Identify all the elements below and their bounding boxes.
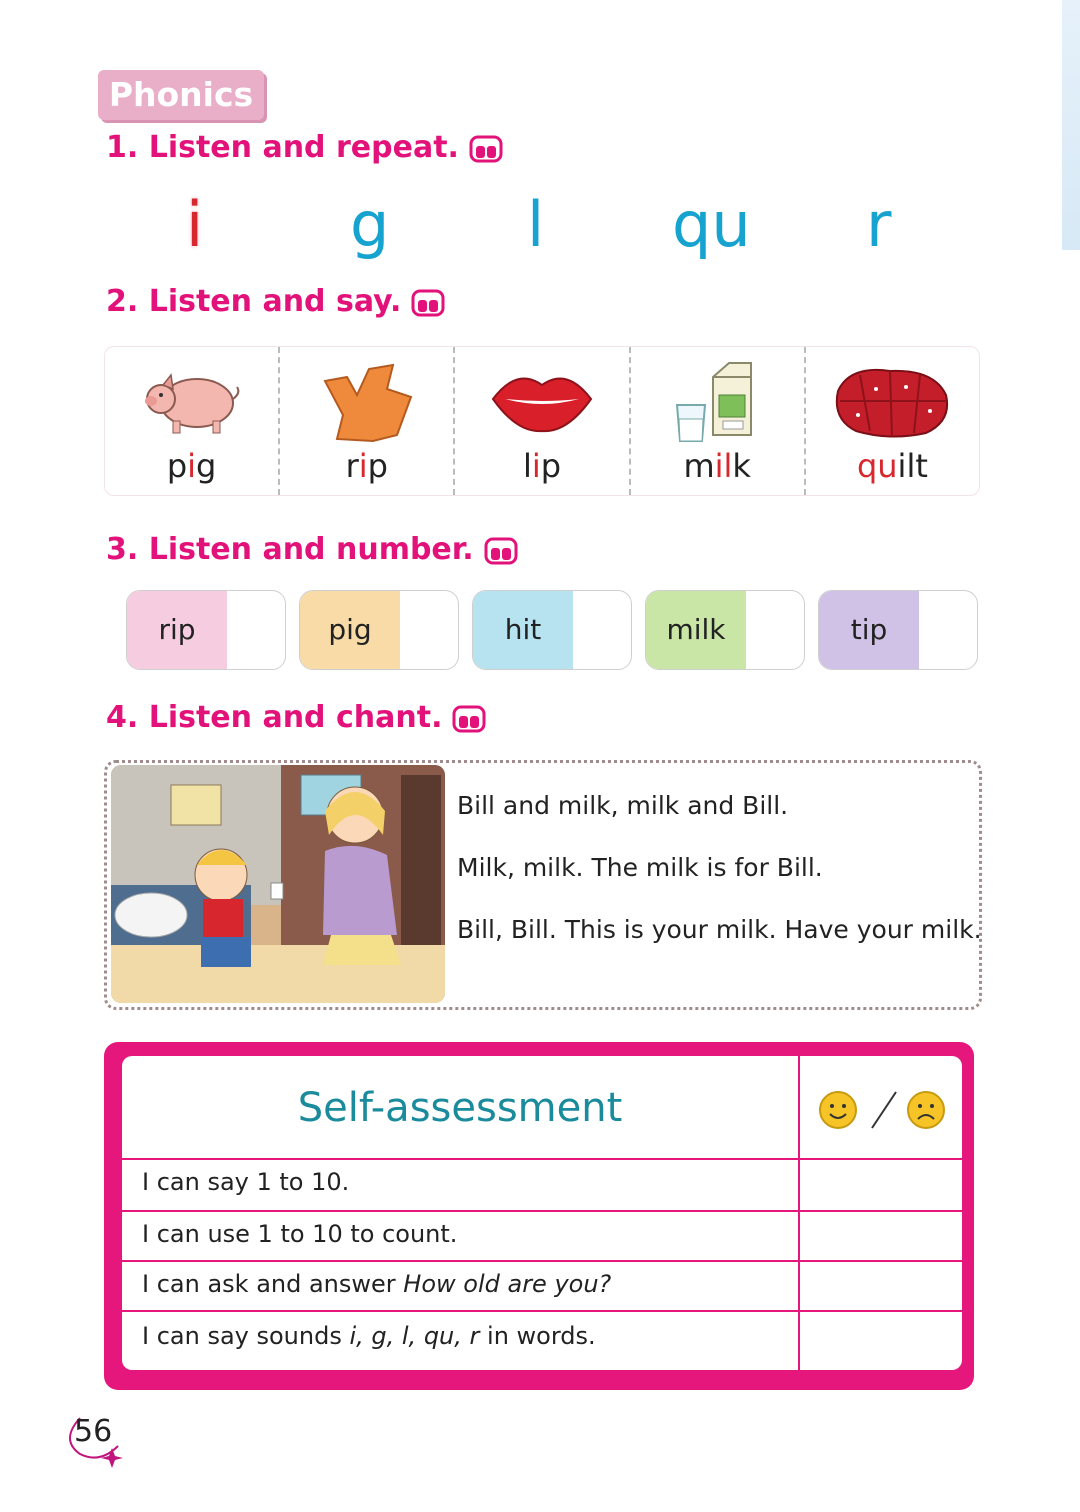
phonics-letter: qu bbox=[672, 188, 751, 261]
word-card-lip bbox=[453, 347, 628, 495]
box-word: tip bbox=[819, 591, 919, 669]
headphones-icon[interactable] bbox=[484, 535, 518, 565]
section-tab: Phonics bbox=[98, 70, 264, 120]
page-number: 56 bbox=[60, 1410, 130, 1470]
number-box[interactable] bbox=[126, 590, 286, 670]
torn-cloth-icon bbox=[317, 361, 417, 445]
phonics-letter: g bbox=[350, 188, 390, 261]
assessment-row: I can use 1 to 10 to count. bbox=[142, 1220, 458, 1248]
word-label: lip bbox=[522, 447, 562, 485]
chant-line: Bill and milk, milk and Bill. bbox=[457, 791, 789, 820]
chant-line: Bill, Bill. This is your milk. Have your milk. bbox=[457, 915, 982, 944]
phonics-letter: l bbox=[527, 188, 545, 261]
milk-carton-icon bbox=[669, 361, 765, 447]
phonics-letter: i bbox=[186, 188, 204, 261]
smile-frown-icon bbox=[814, 1088, 954, 1132]
number-box[interactable] bbox=[818, 590, 978, 670]
number-box[interactable] bbox=[645, 590, 805, 670]
chant-line: Milk, milk. The milk is for Bill. bbox=[457, 853, 823, 882]
page-edge-decoration bbox=[1062, 0, 1080, 250]
heading-listen-repeat: 1. Listen and repeat. bbox=[106, 130, 503, 165]
assessment-row: I can say sounds i, g, l, qu, r in words. bbox=[142, 1322, 596, 1350]
box-word: pig bbox=[300, 591, 400, 669]
pig-icon bbox=[137, 361, 247, 441]
number-box[interactable] bbox=[472, 590, 632, 670]
word-card-rip bbox=[278, 347, 453, 495]
heading-listen-say: 2. Listen and say. bbox=[106, 284, 445, 319]
word-card-milk bbox=[629, 347, 804, 495]
box-word: milk bbox=[646, 591, 746, 669]
assessment-row: I can ask and answer How old are you? bbox=[142, 1270, 612, 1298]
headphones-icon[interactable] bbox=[452, 703, 486, 733]
phonics-letter: r bbox=[866, 188, 892, 261]
word-label: rip bbox=[345, 447, 388, 485]
chant-box bbox=[104, 760, 982, 1010]
self-assessment-title: Self-assessment bbox=[297, 1085, 623, 1131]
word-label: pig bbox=[166, 447, 217, 485]
self-assessment-table bbox=[104, 1042, 974, 1390]
word-card-pig bbox=[105, 347, 278, 495]
bedroom-illustration bbox=[111, 765, 445, 1003]
word-label: milk bbox=[683, 447, 751, 485]
word-label: quilt bbox=[856, 447, 928, 485]
word-card-quilt bbox=[804, 347, 979, 495]
assessment-row: I can say 1 to 10. bbox=[142, 1168, 350, 1196]
headphones-icon[interactable] bbox=[411, 287, 445, 317]
heading-listen-chant: 4. Listen and chant. bbox=[106, 700, 486, 735]
word-strip bbox=[104, 346, 980, 496]
quilt-icon bbox=[830, 361, 954, 441]
box-word: hit bbox=[473, 591, 573, 669]
lips-icon bbox=[487, 361, 597, 437]
number-box[interactable] bbox=[299, 590, 459, 670]
box-word: rip bbox=[127, 591, 227, 669]
headphones-icon[interactable] bbox=[469, 133, 503, 163]
number-boxes bbox=[126, 590, 978, 670]
heading-listen-number: 3. Listen and number. bbox=[106, 532, 518, 567]
